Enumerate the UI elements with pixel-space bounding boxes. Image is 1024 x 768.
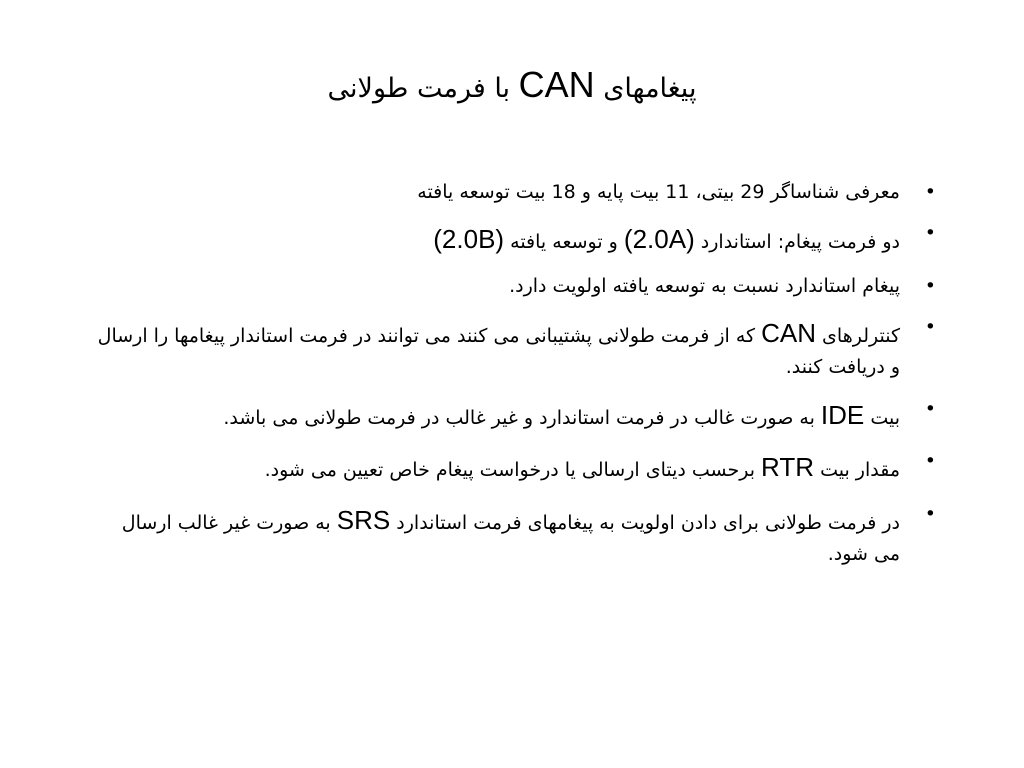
bullet-item-1 [96, 178, 936, 207]
bullet-acronym: IDE [820, 399, 865, 430]
slide-title [100, 62, 924, 109]
title-text-before: پیغامهای [603, 73, 697, 104]
bullet-marker: • [924, 274, 936, 297]
bullet-marker: • [924, 222, 936, 245]
bullet-text-post: که از فرمت طولانی پشتیبانی می کنند می توانند در فرمت استاندار پیغامها را ارسال و دریافت کنند. [97, 325, 900, 379]
bullet-item-4 [96, 313, 936, 383]
bullet-text: پیغام استاندارد نسبت به توسعه یافته اولویت دارد. [509, 274, 900, 297]
bullet-marker: • [924, 181, 936, 203]
bullet-item-2 [96, 219, 936, 259]
bullet-marker: • [924, 316, 936, 339]
bullet-text: معرفی شناساگر 29 بیتی، 11 بیت پایه و 18 بیت توسعه یافته [417, 181, 900, 203]
bullet-marker: • [924, 397, 936, 420]
title-text-after: با فرمت طولانی [327, 73, 511, 104]
bullet-acronym: CAN [761, 318, 816, 349]
bullet-text-mid: و توسعه یافته [510, 231, 618, 254]
bullet-text-pre: کنترلرهای [822, 325, 900, 348]
bullet-text-pre: مقدار بیت [820, 459, 900, 482]
bullet-text-pre: بیت [870, 406, 900, 429]
title-acronym: CAN [518, 64, 595, 105]
bullet-text-pre: دو فرمت پیغام: استاندارد [700, 231, 900, 254]
bullet-item-5 [96, 395, 936, 435]
bullet-acronym: (2.0A) [623, 224, 695, 255]
bullet-item-6 [96, 447, 936, 487]
bullet-item-7 [96, 500, 936, 570]
bullet-text-post: به صورت غالب در فرمت استاندارد و غیر غالب در فرمت طولانی می باشد. [223, 406, 815, 429]
bullet-text-post: به صورت غیر غالب ارسال می شود. [121, 511, 900, 565]
bullet-list [96, 178, 936, 581]
bullet-marker: • [924, 450, 936, 473]
bullet-text-post: برحسب دیتای ارسالی یا درخواست پیغام خاص تعیین می شود. [264, 459, 755, 482]
bullet-acronym: SRS [336, 504, 391, 535]
bullet-acronym: RTR [761, 452, 815, 483]
bullet-item-3 [96, 272, 936, 301]
bullet-acronym: (2.0B) [433, 224, 505, 255]
bullet-marker: • [924, 502, 936, 525]
bullet-text-pre: در فرمت طولانی برای دادن اولویت به پیغامهای فرمت استاندارد [396, 511, 900, 534]
